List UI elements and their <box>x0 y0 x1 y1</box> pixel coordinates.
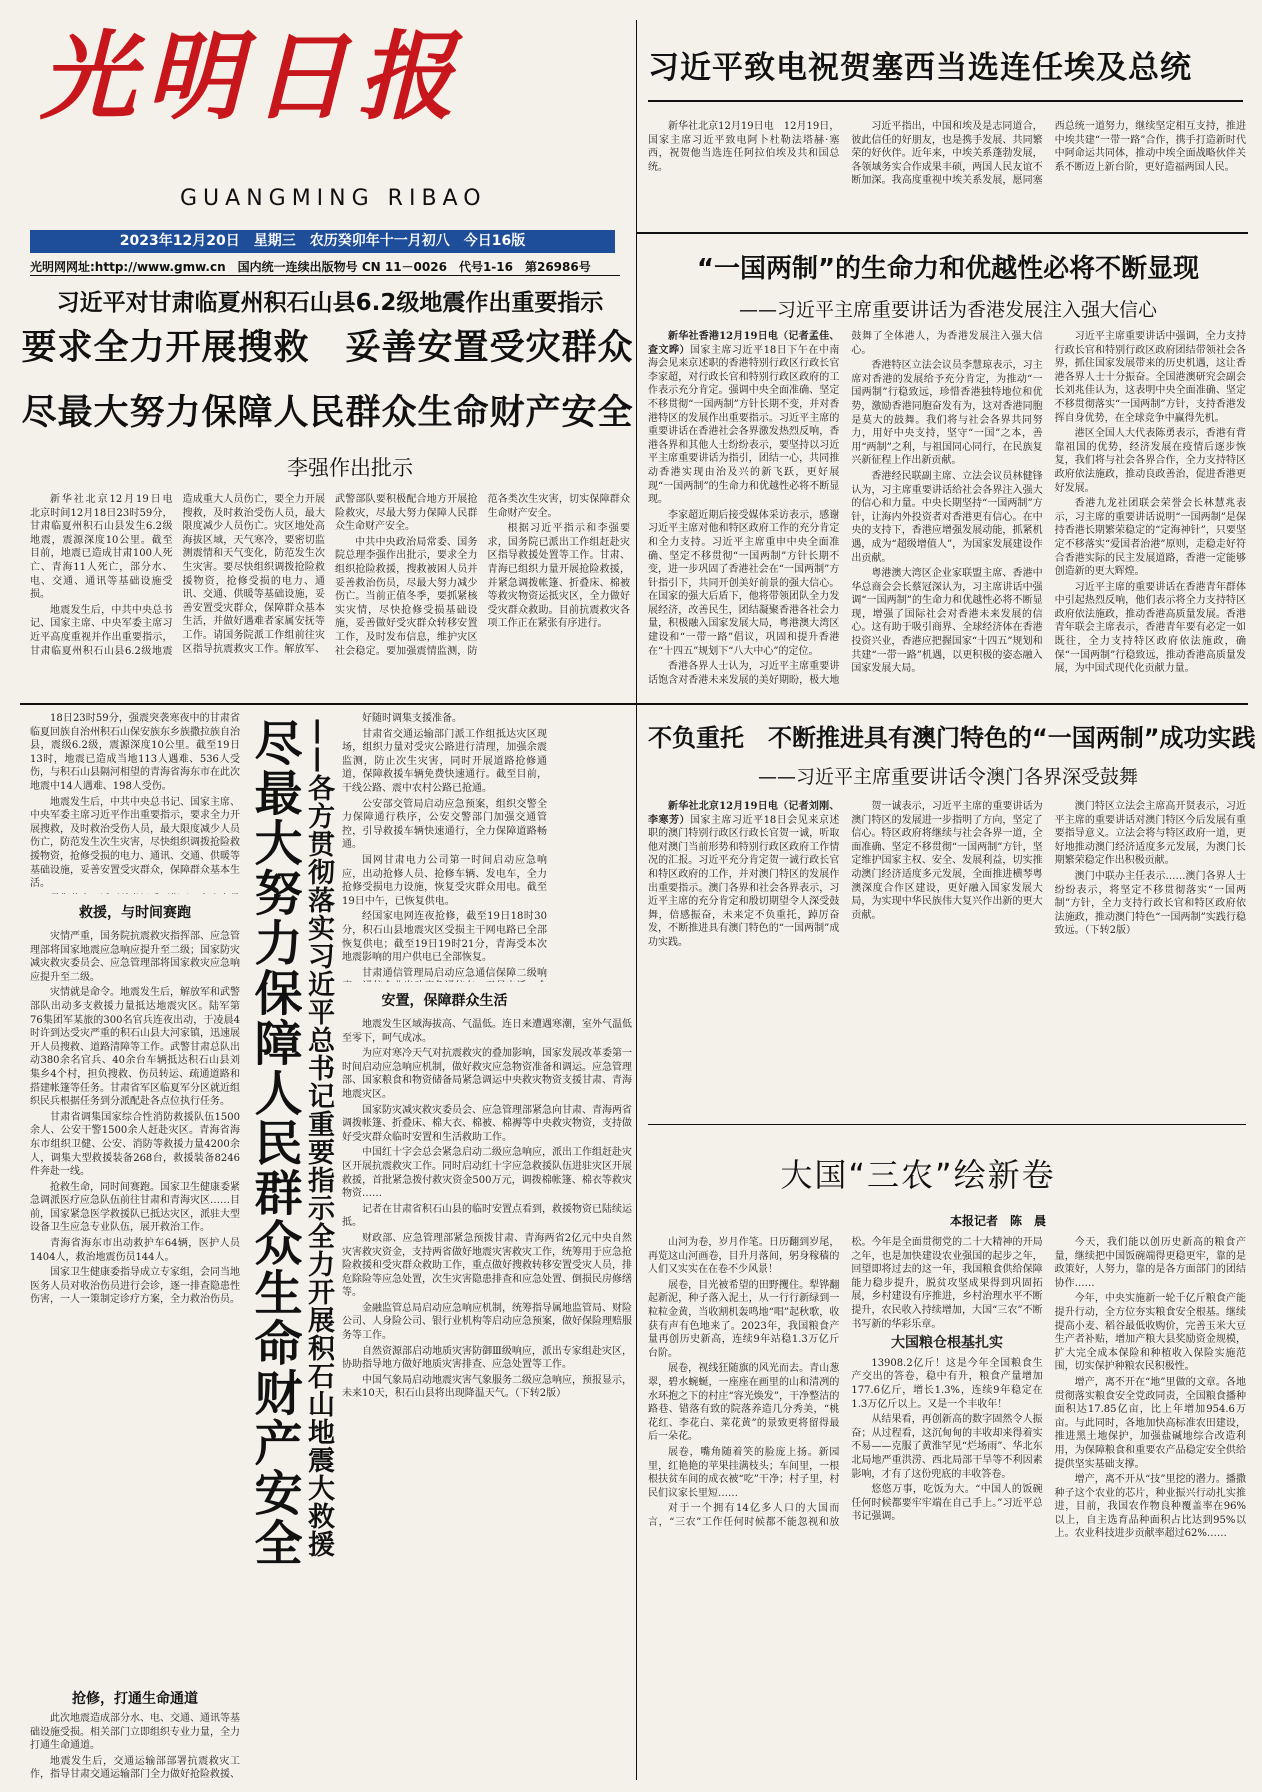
feature-section-3: 安置，保障群众生活 <box>381 993 508 1009</box>
sannong-paragraph: 增产，离不开从“技”里挖的潜力。播撒种子这个农业的芯片，种业振兴行动扎实推进，目前，我国农作物良种覆盖率在96%以上，自主选育品种面积占比达到95%以上。农业科技进步贡献率超过62%…… <box>1054 1474 1246 1540</box>
hk-lead-text: 国家主席习近平18日下午在中南海会见来京述职的香港特别行政区行政长官李家超，对行政长官和特别行政区政府的工作表示充分肯定。强调中央全面准确、坚定不移贯彻“一国两制”方针长期不变，并对香港特区的发展作出重要指示。习近平主席的重要讲话在香港社会各界激发热烈反响，香港各界和其他人士纷纷表示，要坚持以习近平主席重要讲话为指引，团结一心，共同推动香港实现由治及兴的新飞跃，更好展现“一国两制”的生命力和优越性必将不断显现。 <box>648 344 840 506</box>
feature-paragraph: 经国家电网连夜抢修，截至19日18时30分，积石山县地震灾区受损主干网电路已全部恢复供电；截至19日19时21分，青海受本次地震影响的用户供电已全部恢复。 <box>342 911 547 964</box>
feature-section-1: 救援，与时间赛跑 <box>79 905 191 921</box>
sannong-paragraph: 今天，我们能以创历史新高的粮食产量，继续把中国饭碗端得更稳更牢，靠的是政策好，人努力，靠的是各方面部门的团结协作…… <box>1054 1237 1246 1289</box>
lead-paragraph: 根据习近平指示和李强要求，国务院已派出工作组赶赴灾区指导救援处置等工作。甘肃、青海已组织力量开展抢险救援，并紧急调拨帐篷、折叠床、棉被等救灾物资运抵灾区，全力做好受灾群众救助。目前抗震救灾各项工作正在紧张有序进行。 <box>487 523 630 630</box>
feature-paragraph: 18日23时59分，强震突袭寒夜中的甘肃省临夏回族自治州积石山保安族东乡族撒拉族自治县，震级6.2级，震源深度10公里。截至19日13时，地震已造成当地113人遇难、536人受伤，与积石山县隔河相望的青海省海东市在此次地震中14人遇难、198人受伤。 <box>30 713 240 792</box>
feature-paragraph: 自然资源部启动地质灾害防御Ⅲ级响应，派出专家组赴灾区，协助指导地方做好地质灾害排查、应急处置等工作。 <box>342 1345 632 1371</box>
sannong-body <box>648 1236 1246 1780</box>
hk-paragraph <box>648 330 839 507</box>
macau-paragraph: 澳门中联办主任表示……澳门各界人士纷纷表示，将坚定不移贯彻落实“一国两制”方针，全力支持行政长官和特区政府依法施政，推动澳门特色“一国两制”实践行稳致远。（下转2版） <box>1054 870 1246 937</box>
egypt-body <box>648 120 1246 216</box>
feature-paragraph: 记者在甘肃省积石山县的临时安置点看到，救援物资已陆续运抵。 <box>342 1203 632 1229</box>
hk-paragraph: 李家超近期后接受媒体采访表示，感谢习近平主席对他和特区政府工作的充分肯定和全力支持。习近平主席重申中央全面准确、坚定不移贯彻“一国两制”方针长期不变，进一步巩固了香港社会在“一国两制”方针指引下，共同开创美好前景的强大信心。在国家的强大后盾下，他将带领团队全力发展经济，改善民生，团结凝聚香港各社会力量，积极融入国家发展大局，粤港澳大湾区建设和“一带一路”倡议，巩固和提升香港在“十四五”规划下“八大中心”的定位。 <box>648 509 840 657</box>
feature-paragraph: 灾情严重，国务院抗震救灾指挥部、应急管理部将国家地震应急响应提升至二级；国家防灾减灾救灾委员会、应急管理部将国家救灾应急响应提升至二级。 <box>30 931 240 983</box>
sannong-paragraph: 今年，中央实施新一轮千亿斤粮食产能提升行动，全方位夯实粮食安全根基。继续提高小麦、稻谷最低收购价，完善玉米大豆生产者补贴，增加产粮大县奖励资金规模，扩大完全成本保险和种植收入保险实施范围，切实保护种粮农民积极性。 <box>1054 1293 1246 1373</box>
feature-vertical-subhead: ——各方贯彻落实习近平总书记重要指示全力开展积石山地震大救援 <box>303 718 334 1558</box>
column-divider <box>636 20 637 1780</box>
feature-section-1-body <box>30 930 240 1310</box>
feature-paragraph: 地震发生后，交通运输部部署抗震救灾工作，指导甘肃交通运输部门全力做好抢险救援、 <box>30 1755 240 1780</box>
feature-paragraph: 甘肃省调集国家综合性消防救援队伍1500余人、公安干警1500余人赶赴灾区。青海省海东市组织卫健、公安、消防等救援力量4200余人，调集大型救援装备268台，救援装备8246件奔赴一线。 <box>30 1111 240 1178</box>
sannong-paragraph: 增产，离不开在“地”里做的文章。各地贯彻落实粮食安全党政同责，全国粮食播种面积达17.85亿亩，比上年增加954.6万亩。与此同时，各地加快高标准农田建设，推进黑土地保护，加强盐碱地综合改造利用，为保障粮食和重要农产品稳定安全供给提供坚实基础支撑。 <box>1054 1376 1246 1470</box>
feature-paragraph: 甘肃省交通运输部门派工作组抵达灾区现场，组织力量对受灾公路进行清理，加强余震监测，防止次生灾害，同时开展道路抢修通道，保障救援车辆免费快速通行。截至目前，干线公路、震中农村公路已抢通。 <box>342 728 547 794</box>
macau-paragraph <box>648 800 839 950</box>
sannong-headline: 大国“三农”绘新卷 <box>780 1156 1056 1194</box>
macau-paragraph: 澳门特区立法会主席高开贤表示，习近平主席的重要讲话对澳门特区今后发展有重要指导意义。立法会将与特区政府一道，更好地推动澳门经济适度多元发展，为澳门长期繁荣稳定作出积极贡献。 <box>1054 801 1246 867</box>
hk-paragraph: 习近平主席重要讲话中强调，全力支持行政长官和特别行政区政府团结带领社会各界，抓住国家发展带来的历史机遇，这让香港各界人士十分振奋。全国港澳研究会副会长刘兆佳认为，这表明中央全面准确、坚定不移贯彻落实“一国两制”方针，支持香港发挥自身优势，在全球竞争中赢得先机。 <box>1054 331 1246 424</box>
hk-paragraph: 习近平主席的重要讲话在香港青年群体中引起热烈反响，他们表示将全力支持特区政府依法施政，推动香港高质量发展。香港青年联会主席表示，香港青年要有必定一如既往，全力支持特区政府依法施政，确保“一国两制”行稳致远，推动香港高质量发展，为中国式现代化贡献力量。 <box>1054 581 1246 675</box>
info-bar: 光明网网址:http://www.gmw.cn 国内统一连续出版物号 CN 11－0026 代号1-16 第26986号 <box>30 260 591 274</box>
hk-body <box>648 330 1246 692</box>
sannong-paragraph: 展卷，视线狂随旗的风光而去。青山葱翠，碧水蜿蜒，一座座在画里的山和清冽的水环抱之下的村庄“容光焕发”，干净整洁的路巷、错落有致的院落养造几分秀美，“桃花红、李花白、菜花黄”的景致更将留得最后一朵花。 <box>648 1363 840 1443</box>
macau-paragraph: 贺一诚表示，习近平主席的重要讲话为澳门特区的发展进一步指明了方向，坚定了信心。特区政府将继续与社会各界一道，全面准确、坚定不移贯彻“一国两制”方针，坚定维护国家主权、安全、发展利益，切实推动澳门经济适度多元发展，全面推进横琴粤澳深度合作区建设，更好融入国家发展大局，为实现中华民族伟大复兴作出新的更大贡献。 <box>851 801 1043 921</box>
hk-paragraph: 粤港澳大湾区企业家联盟主席、香港中华总商会会长蔡冠深认为，习主席讲话中强调“一国两制”的生命力和优越性必将不断显现，增强了国际社会对香港未来发展的信心。这有助于吸引商界、全球经济体在香港投资兴业，香港应把握国家“十四五”规划和共建“一带一路”机遇，以更积极的姿态融入国家发展大局。 <box>851 568 1043 675</box>
feature-section-3-body <box>342 1018 632 1780</box>
macau-headline: 不负重托 不断推进具有澳门特色的“一国两制”成功实践 <box>648 724 1256 752</box>
feature-paragraph <box>30 893 240 894</box>
feature-paragraph: 为应对寒冷天气对抗震救灾的叠加影响，国家发展改革委第一时间启动应急响应机制，做好救灾应急物资准备和调运。应急管理部、国家粮食和物资储备局紧急调运中央救灾物资支援甘肃、青海地震灾区。 <box>342 1048 632 1100</box>
feature-paragraph: 国家防灾减灾救灾委员会、应急管理部紧急向甘肃、青海两省调拨帐篷、折叠床、棉大衣、棉被、棉褥等中央救灾物资，支持做好受灾群众临时安置和生活救助工作。 <box>342 1104 632 1143</box>
sannong-paragraph: 展卷，目光被希望的田野攫住。犁铧翻起新泥，种子落入泥土，从一行行新绿到一粒粒金黄，当收割机轰鸣地“唱”起秋歌，收获有声有色地来了。2023年，我国粮食产量再创历史新高，连续9年站稳1.3万亿斤台阶。 <box>648 1279 840 1359</box>
date-bar: 2023年12月20日 星期三 农历癸卯年十一月初八 今日16版 <box>30 230 615 253</box>
feature-section-2-body <box>30 1712 240 1780</box>
lead-paragraph: 新华社北京12月19日电 北京时间12月18日23时59分，甘肃临夏州积石山县发生6.2级地震，震源深度10公里。截至目前，地震已造成甘肃100人死亡、青海11人死亡，部分水、电、交通、通讯等基础设施受损。 <box>30 494 183 601</box>
feature-paragraph: 灾情就是命令。地震发生后，解放军和武警部队出动多支救援力量抵达地震灾区。陆军第76集团军某旅的300名官兵连夜出动，于凌晨4时许到达受灾严重的积石山县大河家镇，迅速展开人员搜救、道路清障等工作。武警甘肃总队出动380余名官兵、40余台车辆抵达积石山县刘集乡4个村，担负搜救、伤员转运、疏通道路和搭建帐篷等任务。甘肃省军区临夏军分区就近组织民兵根据任务到分派配赴各点位执行任务。 <box>30 987 240 1108</box>
macau-lead-text: 国家主席习近平18日会见来京述职的澳门特别行政区行政长官贺一诚，听取他对澳门当前形势和特别行政区政府工作情况的汇报。习近平充分肯定贺一诚行政长官和特区政府的工作，并对澳门特区的发展作出重要指示。澳门各界和社会各界表示，习近平主席的充分肯定和殷切期望令人深受鼓舞，倍感振奋，未来定不负重托，踔厉奋发，不断推进具有澳门特色的“一国两制”成功实践。 <box>648 814 840 948</box>
hk-headline: “一国两制”的生命力和优越性必将不断显现 <box>696 254 1200 284</box>
feature-paragraph: 国网甘肃电力公司第一时间启动应急响应，出动抢修人员、抢修车辆、发电车，全力抢修受损电力设施，恢复受灾群众用电。截至19日中午，已恢复供电。 <box>342 854 547 907</box>
feature-paragraph: 中国气象局启动地震灾害气象服务二级应急响应，预报显示，未来10天，积石山县将出现降温天气。（下转2版） <box>342 1374 632 1400</box>
lead-subhead: 李强作出批示 <box>287 456 413 480</box>
feature-paragraph: 财政部、应急管理部紧急预拨甘肃、青海两省2亿元中央自然灾害救灾资金，支持两省做好地震灾害救灾工作，统筹用于应急抢险救援和受灾群众救助工作，重点做好搜救转移安置受灾人员，排危除险等应急处置，次生灾害隐患排查和应急处置、倒损民房修缮等。 <box>342 1232 632 1299</box>
feature-vertical-headline: 尽最大努力保障人民群众生命财产安全 <box>246 718 302 1568</box>
hk-paragraph: 香港各界人士认为，习近平主席重要讲话饱含对香港未来发展的美好期盼，极大地鼓舞了全体港人，为香港发展注入强大信心。 <box>648 331 1043 686</box>
sannong-paragraph: 从结果看，再创新高的数字固然令人振奋；从过程看，这沉甸甸的丰收却来得着实不易——克服了黄淮罕见“烂场雨”、华北东北局地严重洪涝、西北局部干旱等不利因素影响，才有了这份兜底的丰收答卷。 <box>851 1414 1043 1480</box>
egypt-paragraph: 新华社北京12月19日电 12月19日，国家主席习近平致电阿卜杜勒法塔赫·塞西，祝贺他当选连任阿拉伯埃及共和国总统。 <box>648 121 840 173</box>
sannong-paragraph: 山河为卷，岁月作笔。日历翻到岁尾，再览这山河画卷，目升月落间，躬身稼穑的人们又实实在在卷不少风景！ <box>648 1237 840 1276</box>
feature-paragraph: 国家卫生健康委指导成立专家组，会同当地医务人员对收治伤员进行会诊，逐一排查隐患性伤害，一人一策制定诊疗方案，全力救治伤员。 <box>30 1267 240 1306</box>
masthead-pinyin: GUANGMING RIBAO <box>180 186 487 211</box>
sannong-paragraph: 悠悠万事，吃饭为大。“中国人的饭碗任何时候都要牢牢端在自己手上。”习近平总书记强调。 <box>851 1484 1043 1523</box>
feature-column-2 <box>342 712 547 982</box>
feature-section-2: 抢修，打通生命通道 <box>72 1691 198 1707</box>
lead-paragraph: 地震发生后，中共中央总书记、国家主席、中央军委主席习近平高度重视并作出重要指示，甘肃临夏州积石山县6.2级地震造成重大人员伤亡，要全力开展搜救，及时救治受伤人员，最大限度减少人员伤亡。灾区地处高海拔区域，天气寒冷，要密切监测震情和天气变化，防范发生次生灾害。要尽快组织调拨抢险救援物资，抢修受损的电力、通讯、交通、供暖等基础设施，妥善安置受灾群众，保障群众基本生活，并做好遇难者家属安抚等工作。请国务院派工作组前往灾区指导抗震救灾工作。解放军、武警部队要积极配合地方开展抢险救灾，尽最大努力保障人民群众生命财产安全。 <box>30 494 478 657</box>
sannong-paragraph: 对于一个拥有14亿多人口的大国而言，“三农”工作任何时候都不能忽视和放松。今年是全面贯彻党的二十大精神的开局之年，也是加快建设农业强国的起步之年，回望即将过去的这一年，我国粮食供给保障能力稳步提升，脱贫攻坚成果得到巩固拓展，乡村建设有序推进，乡村治理水平不断提升，农民收入持续增加，大国“三农”不断书写新的华彩乐章。 <box>648 1237 1043 1528</box>
feature-paragraph: 好随时调集支援准备。 <box>362 713 462 724</box>
hk-paragraph: 香港经民联副主席、立法会议员林健锋认为，习主席重要讲话给社会各界注入强大的信心和力量。中央长期坚持“一国两制”方针，让海内外投资者对香港更有信心。在中央的支持下，香港应增强发展动能，抓紧机遇，成为“超级增值人”，为国家发展建设作出贡献。 <box>851 470 1043 564</box>
feature-intro <box>30 712 240 894</box>
feature-paragraph: 公安部交管局启动应急预案，组织交警全力保障通行秩序，公安交警部门加强交通管控，引导救援车辆快速通行，全力保障道路畅通。 <box>342 798 547 851</box>
egypt-paragraph: 习近平指出，中国和埃及是志同道合，彼此信任的好朋友，也是携手发展、共同繁荣的好伙伴。近年来，中埃关系蓬勃发展，各领域务实合作成果丰硕，两国人民友谊不断加深。我高度重视中埃关系发展，愿同塞西总统一道努力，继续坚定相互支持，推进中埃共建“一带一路”合作，携手打造新时代中阿命运共同体，推动中埃全面战略伙伴关系不断迈上新台阶，更好造福两国人民。 <box>851 121 1246 187</box>
feature-paragraph: 金融监管总局启动应急响应机制，统筹指导属地监管局、财险公司、人身险公司、银行业机构等启动应急预案，做好保险理赔服务等工作。 <box>342 1302 632 1342</box>
section-divider <box>648 1124 1246 1125</box>
macau-byline: 新华社北京12月19日电（记者刘刚、李寒芳） <box>648 801 840 826</box>
lead-kicker: 习近平对甘肃临夏州积石山县6.2级地震作出重要指示 <box>56 290 604 316</box>
feature-paragraph: 此次地震造成部分水、电、交通、通讯等基础设施受损。相关部门立即组织专业力量，全力打通生命通道。 <box>30 1713 240 1752</box>
masthead-rule <box>30 275 620 276</box>
section-divider <box>636 232 1248 234</box>
sannong-paragraph: 展卷，嘴角随着笑的脸庞上扬。新园里，红艳艳的苹果挂满枝头；车间里，一根根扶贫车间的成衣被“吃”干净；村子里，村民们议家长里短…… <box>648 1446 840 1499</box>
sannong-subhead: 大国粮仓根基扎实 <box>890 1335 1003 1352</box>
egypt-headline: 习近平致电祝贺塞西当选连任埃及总统 <box>648 50 1192 86</box>
sannong-paragraph: 13908.2亿斤！这是今年全国粮食生产交出的答卷，稳中有升，粮食产量增加177.6亿斤，增长1.3%，连续9年稳定在1.3万亿斤以上。又是一个丰收年！ <box>851 1357 1043 1410</box>
feature-paragraph: 地震发生区域海拔高、气温低。连日来遭遇寒潮，室外气温低至零下，呵气成冰。 <box>342 1019 632 1044</box>
sannong-byline: 本报记者 陈 晨 <box>950 1214 1047 1228</box>
hk-subhead: ——习近平主席重要讲话为香港发展注入强大信心 <box>738 299 1157 321</box>
egypt-rule <box>648 100 1243 102</box>
macau-body <box>648 800 1246 1116</box>
feature-paragraph: 地震发生后，中共中央总书记、国家主席、中央军委主席习近平作出重要指示，要求全力开展搜救，及时救治受伤人员，最大限度减少人员伤亡，防范发生次生灾害，尽快组织调拨抢险救援物资，抢修受损的电力、通讯、交通、供暖等基础设施，妥善安置受灾群众，保障群众基本生活。 <box>30 796 240 890</box>
lead-headline-1: 要求全力开展搜救 妥善安置受灾群众 <box>21 328 634 368</box>
lead-paragraph: 中共中央政治局常委、国务院总理李强作出批示，要求全力组织抢险救援，搜救被困人员并妥善救治伤员，尽最大努力减少伤亡。当前正值冬季，要抓紧核实灾情，尽快抢修受损基础设施，妥善做好受灾群众转移安置工作，及时发布信息，维护灾区社会稳定。要加强震情监测，防范各类次生灾害，切实保障群众生命财产安全。 <box>335 494 630 657</box>
lead-headline-2: 尽最大努力保障人民群众生命财产安全 <box>21 393 634 433</box>
feature-paragraph: 中国红十字会总会紧急启动二级应急响应，派出工作组赶赴灾区开展抗震救灾工作。同时启动红十字应急救援队伍进驻灾区开展救援，首批紧急拨付救灾资金500万元，调拨棉帐篷、棉衣等救灾物资…… <box>342 1147 632 1200</box>
hk-paragraph: 香港九龙社团联会荣誉会长林慧兆表示，习主席的重要讲话说明“一国两制”是保持香港长期繁荣稳定的“定海神针”，只要坚定不移落实“爱国者治港”原则，走稳走好符合香港实际的民主发展道路，香港一定能够创造新的更大辉煌。 <box>1054 498 1246 578</box>
masthead-logo: 光明日报 <box>40 20 464 133</box>
hk-byline: 新华社香港12月19日电（记者孟佳、查文晔） <box>648 331 840 356</box>
feature-paragraph: 甘肃通信管理局启动应急通信保障二级响 <box>362 967 547 979</box>
horizontal-divider <box>20 703 1248 705</box>
hk-paragraph: 港区全国人大代表陈勇表示，香港有背靠祖国的优势，经济发展在疫情后逐步恢复，我们将与社会各界合作，全力支持特区政府依法施政，推动良政善治，促进香港更好发展。 <box>1054 428 1246 494</box>
lead-body <box>30 493 630 693</box>
feature-paragraph: 青海省海东市出动救护车64辆，医护人员1404人，救治地震伤员144人。 <box>30 1238 240 1263</box>
hk-paragraph: 香港特区立法会议员李慧琼表示，习主席对香港的发展给予充分肯定，为推动“一国两制”行稳致远，珍惜香港独特地位和优势，激励香港同胞奋发有为，这对香港同胞是莫大的鼓舞。我们将与社会各界共同努力，用好中央支持，坚守“一国”之本，善用“两制”之利，与祖国同心同行，在民族复兴新征程上作出新贡献。 <box>851 360 1043 467</box>
feature-paragraph: 抢救生命，同时间赛跑。国家卫生健康委紧急调派医疗应急队伍前往甘肃和青海灾区……目前，国家紧急医学救援队已抵达灾区，派驻大型设备卫生应急专业队伍，展开救治工作。 <box>30 1181 240 1234</box>
macau-subhead: ——习近平主席重要讲话令澳门各界深受鼓舞 <box>757 766 1138 788</box>
